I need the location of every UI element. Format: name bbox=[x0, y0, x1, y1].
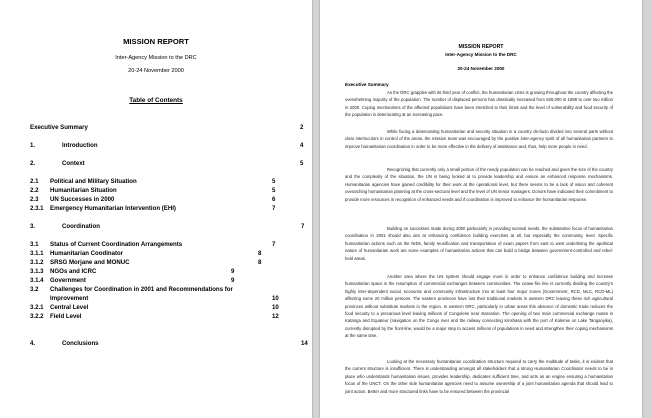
toc-entry-number: Executive Summary bbox=[30, 124, 88, 131]
paragraph: Recognizing that currently only a small portion of the needy population can be reached and given the size of the country and the complexity of the situation, the UN is being looked at to provide leadership and ensure an enhanced response mechanisms. Humanitarian agencies have gained credibility for their work at the operational level, but there seems to be a lack of vision and coherent overarching humanitarian planning at the cross-sectoral level and the level of UN senior managers. Donors have indicated their commitment to provide more resources in recognition of enhanced needs and if coordination is improved to enhance the humanitarian response. bbox=[345, 167, 613, 202]
page-left bbox=[0, 0, 312, 418]
paragraph: Another area where the UN system should engage more in order to enhance confidence building and increase humanitarian space is the resumption of commercial exchanges between communities. The cease-fire line is currently dividing the country's highly inter-dependent social, economic and community infrastructure into at least four major zones (Government, RCD, MLC, RCD-ML) affecting some 20 million persons. The eastern provinces have lost their traditional markets in western DRC leaving these rich agricultural provinces without substitute markets in the region. In western DRC, particularly in urban areas this absence of domestic trade reduces the food security to a precarious level leaving millions of Congolese near starvation. The opening of two main commercial exchange routes in Katanga and Equateur (navigation on the Congo river and the railway connecting Kinshasa with the port of Kalemie on Lake Tanganyika), currently disrupted by the front-line, would be a major step to access millions of populations in need and strengthen their coping mechanisms at the same time. bbox=[345, 274, 613, 339]
section-heading: Executive Summary bbox=[345, 82, 389, 87]
toc-entry-label: Introduction bbox=[62, 142, 98, 149]
toc-entry-label: Status of Current Coordination Arrangements bbox=[50, 241, 183, 248]
toc-entry-label: Field Level bbox=[50, 313, 82, 320]
toc-entry-label: Political and Military Situation bbox=[50, 178, 137, 185]
toc-entry-number: 3. bbox=[30, 223, 36, 230]
toc-entry-label: Conclusions bbox=[62, 340, 99, 347]
toc-entry-number: 2.3 bbox=[30, 196, 39, 203]
toc-entry-page: 14 bbox=[301, 340, 308, 347]
toc-entry-label: Emergency Humanitarian Intervention (EHI) bbox=[50, 205, 176, 212]
report-dates: 20-24 November 2000 bbox=[128, 68, 184, 74]
toc-entry-label: Humanitarian Situation bbox=[50, 187, 117, 194]
paragraph: Looking at the necessary humanitarian coordination structure required to carry the multitude of tasks, it is evident that the current structure is insufficient. There is understanding amongst all stakeholders that a strong Humanitarian Coordinator needs to be in place who understands humanitarian issues, provides leadership, dedicates sufficient time, and acts as an engine ensuring a humanitarian focus of the UNCT. On the other side humanitarian agencies need to assume ownership of a joint humanitarian agenda that should lead to joint action. Better and more structured links have to be ensured between the provincial bbox=[345, 359, 613, 394]
toc-entry-page: 12 bbox=[272, 313, 279, 320]
toc-entry-number: 3.1 bbox=[30, 241, 39, 248]
toc-entry-page: 7 bbox=[272, 205, 276, 212]
toc-entry-page: 5 bbox=[300, 160, 304, 167]
report-subtitle: Inter-Agency Mission to the DRC bbox=[115, 55, 197, 61]
toc-entry-number: 1. bbox=[30, 142, 36, 149]
report-title: MISSION REPORT bbox=[123, 37, 189, 46]
toc-entry-label: UN Successes in 2000 bbox=[50, 196, 115, 203]
toc-entry-label: NGOs and ICRC bbox=[50, 268, 97, 275]
paragraph: As the DRC grapples with its third year of conflict, the humanitarian crisis is growing throughout the country affecting the overwhelming majority of the population. The number of displaced persons has drastically increased from 826,000 in 1999 to over two million in 2000. Coping mechanisms of the affected populations have been stretched to their limits and the level of vulnerability and food security of the population is deteriorating at an increasing pace. bbox=[345, 90, 613, 118]
toc-entry-page: 5 bbox=[272, 178, 276, 185]
toc-entry-page: 6 bbox=[272, 196, 276, 203]
toc-entry-label: Context bbox=[62, 160, 85, 167]
report-dates: 20-24 November 2000 bbox=[457, 66, 505, 71]
toc-entry-label: SRSG Morjane and MONUC bbox=[50, 259, 130, 266]
toc-entry-label: Coordination bbox=[62, 223, 100, 230]
toc-entry-label: Humanitarian Coodinator bbox=[50, 250, 124, 257]
toc-entry-number: 3.2.1 bbox=[30, 304, 44, 311]
toc-entry-page: 4 bbox=[300, 142, 304, 149]
paragraph: While facing a deteriorating humanitarian and security situation in a country de-facto divided into several parts without clear interlocutors in control of the areas, the mission team was encouraged by the positive inter-agency spirit of all humanitarian partners to improve humanitarian coordination in order to be more effective in the delivery of assistance and, thus, help more people in need. bbox=[345, 129, 613, 149]
toc-entry-page: 5 bbox=[272, 187, 276, 194]
toc-heading: Table of Contents bbox=[129, 97, 183, 104]
page-right bbox=[320, 0, 642, 418]
toc-entry-page: 8 bbox=[258, 250, 262, 257]
toc-entry-label: Improvement bbox=[50, 295, 89, 302]
toc-entry-number: 3.1.1 bbox=[30, 250, 44, 257]
paragraph: Building on successes made during 2000 particularly in providing survival needs, the substantive focus of humanitarian coordination in 2001 should also aim at enhancing confidence building exercises at all, but especially the community, level. Specific humanitarian actions such as the NIDs, family reunification and transportation of exam papers from east to west underlining the apolitical nature of humanitarian work are some examples of humanitarian actions that can build a bridge between government-controlled and rebel-held areas. bbox=[345, 226, 613, 261]
toc-entry-page: 10 bbox=[272, 304, 279, 311]
toc-entry-page: 10 bbox=[272, 295, 279, 302]
toc-entry-number: 2.2 bbox=[30, 187, 39, 194]
toc-entry-number: 3.2 bbox=[30, 286, 39, 293]
toc-entry-label: Challenges for Coordination in 2001 and Recommendations for bbox=[50, 286, 233, 293]
toc-entry-page: 7 bbox=[301, 223, 305, 230]
toc-entry-number: 2.3.1 bbox=[30, 205, 44, 212]
toc-entry-number: 2.1 bbox=[30, 178, 39, 185]
toc-entry-number: 3.1.4 bbox=[30, 277, 44, 284]
toc-entry-number: 3.1.2 bbox=[30, 259, 44, 266]
toc-entry-page: 7 bbox=[272, 241, 276, 248]
toc-entry-number: 4. bbox=[30, 340, 36, 347]
report-title: MISSION REPORT bbox=[458, 44, 504, 50]
toc-entry-page: 8 bbox=[258, 259, 262, 266]
toc-entry-page: 2 bbox=[300, 124, 304, 131]
toc-entry-number: 2. bbox=[30, 160, 36, 167]
toc-entry-page: 9 bbox=[231, 268, 235, 275]
toc-entry-number: 3.2.2 bbox=[30, 313, 44, 320]
toc-entry-label: Government bbox=[50, 277, 86, 284]
toc-entry-label: Central Level bbox=[50, 304, 89, 311]
toc-entry-number: 3.1.3 bbox=[30, 268, 44, 275]
toc-entry-page: 9 bbox=[231, 277, 235, 284]
report-subtitle: Inter-Agency Mission to the DRC bbox=[445, 52, 517, 57]
